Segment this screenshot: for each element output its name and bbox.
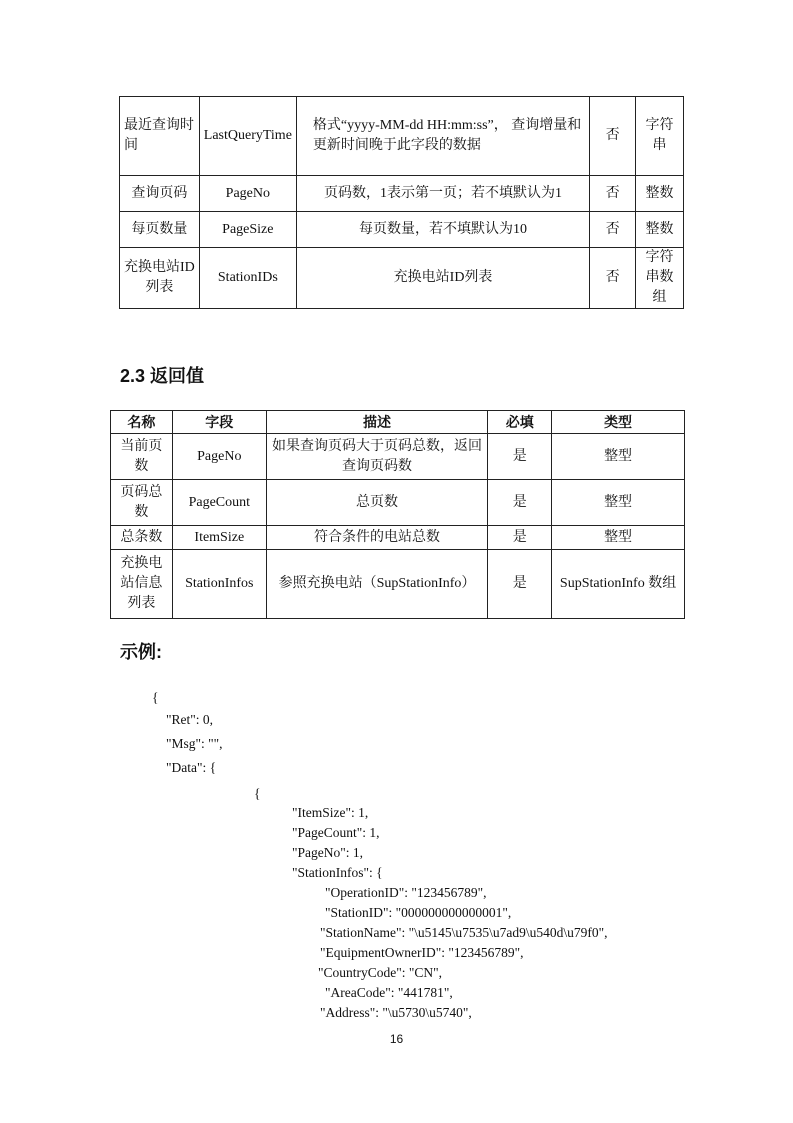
header-name: 名称 — [111, 411, 173, 434]
code-line: "AreaCode": "441781", — [325, 985, 453, 1000]
param-name: 查询页码 — [120, 176, 200, 212]
return-field: ItemSize — [172, 526, 266, 550]
param-field: PageSize — [199, 212, 296, 248]
param-name: 充换电站ID列表 — [120, 248, 200, 309]
header-field: 字段 — [172, 411, 266, 434]
param-field: PageNo — [199, 176, 296, 212]
param-desc: 页码数，1表示第一页；若不填默认为1 — [296, 176, 589, 212]
table-row — [111, 550, 685, 619]
return-name: 页码总数 — [111, 480, 173, 526]
param-desc: 每页数量，若不填默认为10 — [296, 212, 589, 248]
section-heading — [120, 362, 204, 388]
table-row — [120, 212, 684, 248]
return-desc: 总页数 — [266, 480, 488, 526]
header-type: 类型 — [552, 411, 685, 434]
return-required: 是 — [488, 526, 552, 550]
return-desc: 符合条件的电站总数 — [266, 526, 488, 550]
header-required: 必填 — [488, 411, 552, 434]
code-line: "OperationID": "123456789", — [325, 885, 487, 900]
example-heading: 示例: — [120, 642, 162, 662]
return-type: SupStationInfo 数组 — [552, 550, 685, 619]
code-line: "StationID": "000000000000001", — [325, 905, 512, 920]
return-value-table — [110, 410, 685, 619]
param-name: 每页数量 — [120, 212, 200, 248]
return-desc: 参照充换电站（SupStationInfo） — [266, 550, 488, 619]
code-line: "StationName": "\u5145\u7535\u7ad9\u540d\u79f0", — [320, 925, 608, 940]
param-field: StationIDs — [199, 248, 296, 309]
param-desc: 充换电站ID列表 — [296, 248, 589, 309]
return-field: PageNo — [172, 434, 266, 480]
param-required: 否 — [590, 97, 636, 176]
return-field: StationInfos — [172, 550, 266, 619]
code-line: { — [152, 690, 159, 705]
param-required: 否 — [590, 176, 636, 212]
param-type: 字符串 — [636, 97, 684, 176]
code-line: "PageNo": 1, — [292, 845, 364, 860]
param-type: 字符串数组 — [636, 248, 684, 309]
code-line: "CountryCode": "CN", — [318, 965, 443, 980]
return-required: 是 — [488, 550, 552, 619]
param-type: 整数 — [636, 176, 684, 212]
parameter-table — [119, 96, 684, 309]
table-row — [120, 248, 684, 309]
page-number: 16 — [389, 1032, 404, 1046]
return-desc: 如果查询页码大于页码总数，返回查询页码数 — [266, 434, 488, 480]
param-required: 否 — [590, 212, 636, 248]
code-line: "Address": "\u5730\u5740", — [320, 1005, 472, 1020]
return-type: 整型 — [552, 526, 685, 550]
param-desc: 格式“yyyy-MM-dd HH:mm:ss”， 查询增量和更新时间晚于此字段的数据 — [296, 97, 589, 176]
param-required: 否 — [590, 248, 636, 309]
code-line: "Ret": 0, — [166, 712, 214, 727]
return-type: 整型 — [552, 480, 685, 526]
section-number: 2.3 — [120, 366, 146, 386]
return-required: 是 — [488, 480, 552, 526]
table-header-row — [111, 411, 685, 434]
code-line: { — [254, 786, 261, 801]
return-name: 当前页数 — [111, 434, 173, 480]
return-name: 总条数 — [111, 526, 173, 550]
param-name: 最近查询时间 — [120, 97, 200, 176]
section-title-text: 返回值 — [150, 366, 205, 386]
code-line: "Data": { — [166, 760, 217, 775]
table-row — [120, 176, 684, 212]
code-line: "PageCount": 1, — [292, 825, 380, 840]
param-field: LastQueryTime — [199, 97, 296, 176]
return-name: 充换电站信息列表 — [111, 550, 173, 619]
table-row — [111, 434, 685, 480]
code-line: "EquipmentOwnerID": "123456789", — [320, 945, 524, 960]
code-line: "StationInfos": { — [292, 865, 383, 880]
table-row — [111, 480, 685, 526]
return-type: 整型 — [552, 434, 685, 480]
return-required: 是 — [488, 434, 552, 480]
header-desc: 描述 — [266, 411, 488, 434]
table-row — [111, 526, 685, 550]
table-row — [120, 97, 684, 176]
param-type: 整数 — [636, 212, 684, 248]
return-field: PageCount — [172, 480, 266, 526]
code-line: "ItemSize": 1, — [292, 805, 369, 820]
code-line: "Msg": "", — [166, 736, 223, 751]
